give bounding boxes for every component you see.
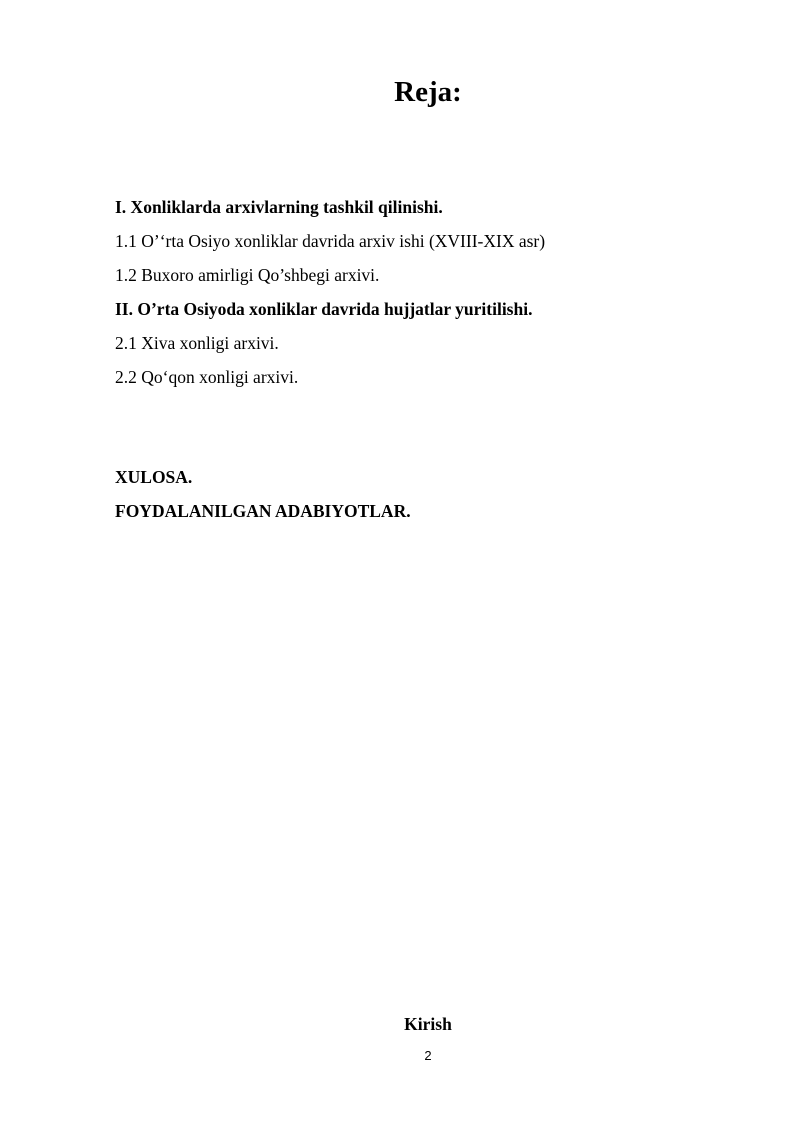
outline-section-2: II. O’rta Osiyoda xonliklar davrida hujjatlar yuritilishi. — [115, 299, 533, 319]
outline-item-2-2: 2.2 Qo‘qon xonligi arxivi. — [115, 367, 299, 387]
conclusion-heading: XULOSA. — [115, 467, 193, 487]
outline-section-1: I. Xonliklarda arxivlarning tashkil qilinishi. — [115, 197, 443, 217]
page-number: 2 — [424, 1048, 432, 1063]
introduction-heading: Kirish — [404, 1014, 452, 1034]
outline-item-2-1: 2.1 Xiva xonligi arxivi. — [115, 333, 279, 353]
outline-item-1-2: 1.2 Buxoro amirligi Qo’shbegi arxivi. — [115, 265, 380, 285]
page-title: Reja: — [394, 76, 462, 108]
outline-item-1-1: 1.1 O’‘rta Osiyo xonliklar davrida arxiv ishi (XVIII-XIX asr) — [115, 231, 546, 251]
closing-sections — [115, 460, 715, 528]
outline-list — [115, 190, 715, 394]
references-heading: FOYDALANILGAN ADABIYOTLAR. — [115, 501, 411, 521]
